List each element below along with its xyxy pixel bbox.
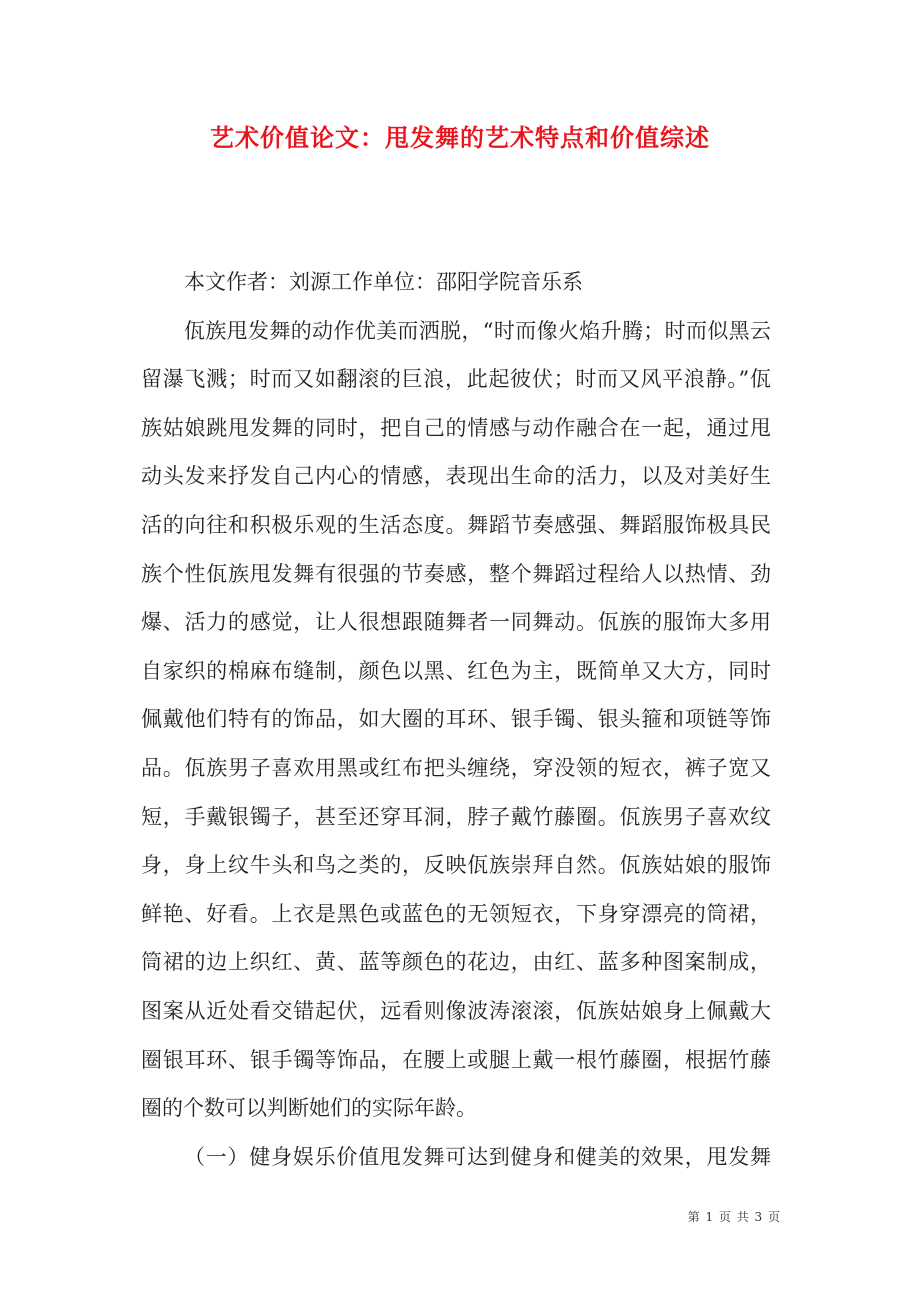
paragraph-line: 鲜艳、好看。上衣是黑色或蓝色的无领短衣，下身穿漂亮的筒裙， xyxy=(141,901,771,926)
paragraph-line: 品。佤族男子喜欢用黑或红布把头缠绕，穿没领的短衣，裤子宽又 xyxy=(141,755,771,780)
paragraph-2-line: （一）健身娱乐价值甩发舞可达到健身和健美的效果，甩发舞 xyxy=(184,1144,771,1169)
paragraph-line: 爆、活力的感觉，让人很想跟随舞者一同舞动。佤族的服饰大多用 xyxy=(141,610,771,635)
paragraph-line: 图案从近处看交错起伏，远看则像波涛滚滚，佤族姑娘身上佩戴大 xyxy=(141,998,771,1023)
paragraph-line: 族姑娘跳甩发舞的同时，把自己的情感与动作融合在一起，通过甩 xyxy=(141,415,771,440)
paragraph-line: 自家织的棉麻布缝制，颜色以黑、红色为主，既简单又大方，同时 xyxy=(141,658,771,683)
page-number: 第 1 页 共 3 页 xyxy=(687,1210,780,1224)
paragraph-line: 筒裙的边上织红、黄、蓝等颜色的花边，由红、蓝多种图案制成， xyxy=(141,950,771,975)
paragraph-line: 圈银耳环、银手镯等饰品，在腰上或腿上戴一根竹藤圈，根据竹藤 xyxy=(141,1047,771,1072)
paragraph-line: 族个性佤族甩发舞有很强的节奏感，整个舞蹈过程给人以热情、劲 xyxy=(141,561,771,586)
document-body xyxy=(141,258,771,1181)
paragraph-line: 短，手戴银镯子，甚至还穿耳洞，脖子戴竹藤圈。佤族男子喜欢纹 xyxy=(141,804,771,829)
paragraph-line: 留瀑飞溅；时而又如翻滚的巨浪，此起彼伏；时而又风平浪静。”佤 xyxy=(141,367,771,392)
paragraph-line: 圈的个数可以判断她们的实际年龄。 xyxy=(141,1096,477,1121)
paragraph-line: 动头发来抒发自己内心的情感，表现出生命的活力，以及对美好生 xyxy=(141,464,771,489)
paragraph-line: 佩戴他们特有的饰品，如大圈的耳环、银手镯、银头箍和项链等饰 xyxy=(141,707,771,732)
document-title: 艺术价值论文：甩发舞的艺术特点和价值综述 xyxy=(210,123,710,152)
paragraph-line: 身，身上纹牛头和鸟之类的，反映佤族崇拜自然。佤族姑娘的服饰 xyxy=(141,853,771,878)
paragraph-1 xyxy=(141,307,771,1133)
paragraph-line: 佤族甩发舞的动作优美而洒脱，“时而像火焰升腾；时而似黑云 xyxy=(184,318,771,343)
paragraph-line: 活的向往和积极乐观的生活态度。舞蹈节奏感强、舞蹈服饰极具民 xyxy=(141,512,771,537)
author-line: 本文作者：刘源工作单位：邵阳学院音乐系 xyxy=(184,270,583,294)
